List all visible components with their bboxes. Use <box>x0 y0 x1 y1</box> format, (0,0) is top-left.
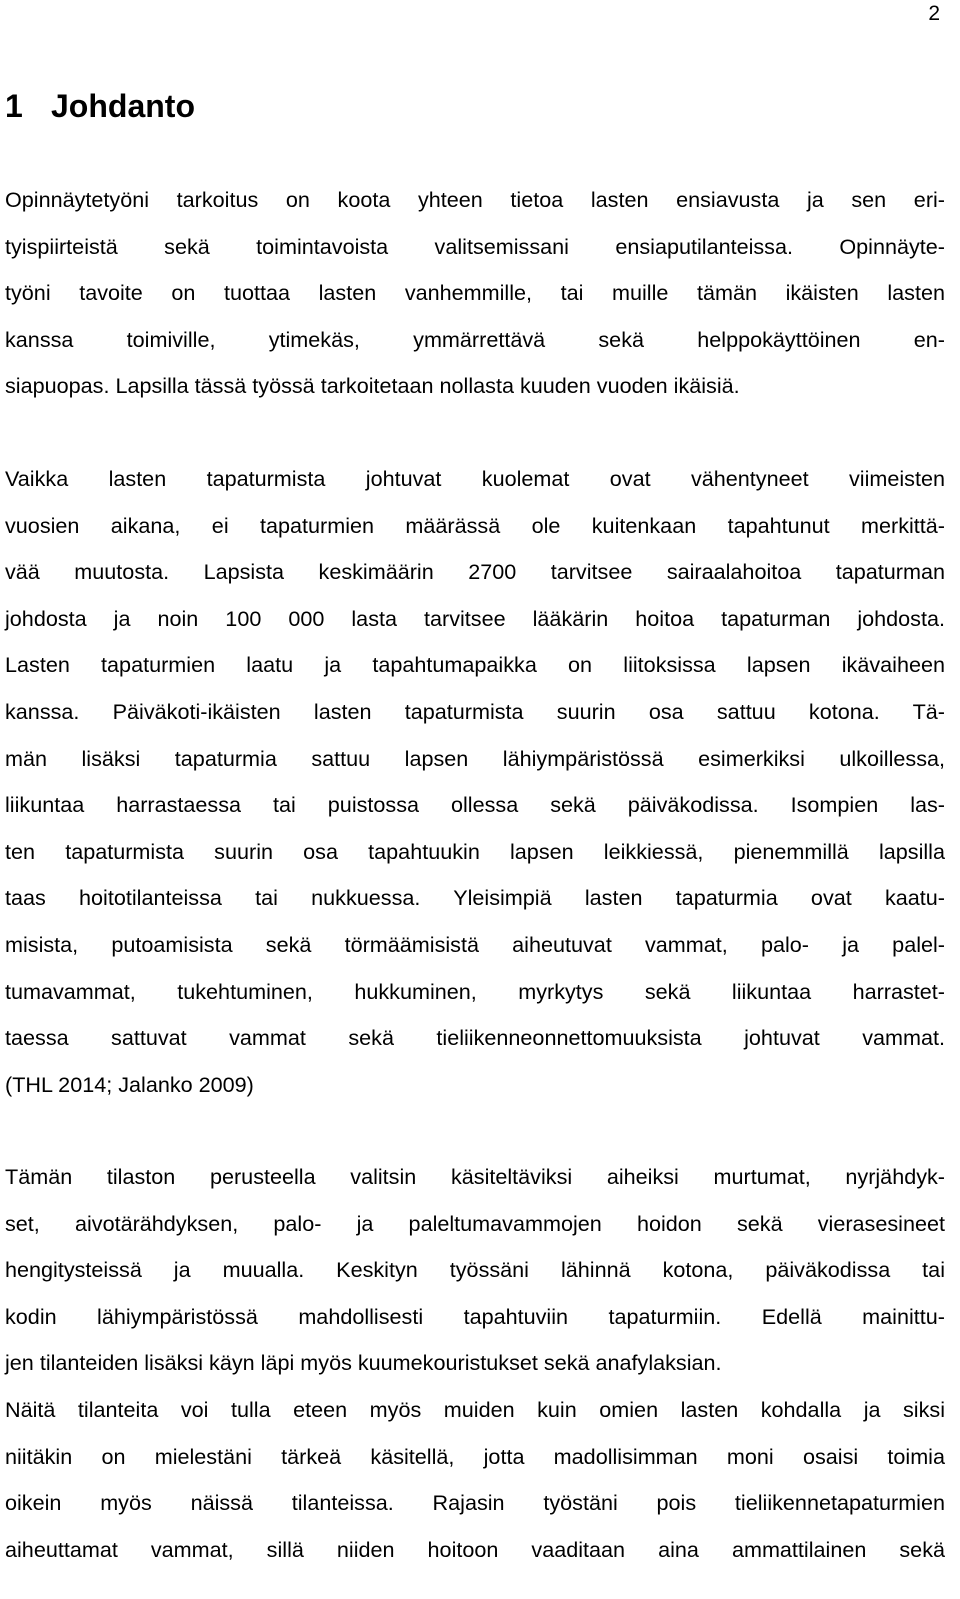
text-line: vää muutosta. Lapsista keskimäärin 2700 tarvitsee sairaalahoitoa tapaturman <box>5 559 945 585</box>
text-line: hengitysteissä ja muualla. Keskityn työssäni lähinnä kotona, päiväkodissa tai <box>5 1257 945 1283</box>
text-line: siapuopas. Lapsilla tässä työssä tarkoitetaan nollasta kuuden vuoden ikäisiä. <box>5 373 740 399</box>
text-line: Lasten tapaturmien laatu ja tapahtumapaikka on liitoksissa lapsen ikävaiheen <box>5 652 945 678</box>
page-number: 2 <box>928 2 940 25</box>
text-line: taas hoitotilanteissa tai nukkuessa. Yleisimpiä lasten tapaturmia ovat kaatu- <box>5 885 945 911</box>
text-line: Vaikka lasten tapaturmista johtuvat kuolemat ovat vähentyneet viimeisten <box>5 466 945 491</box>
text-line: liikuntaa harrastaessa tai puistossa ollessa sekä päiväkodissa. Isompien las- <box>5 792 945 818</box>
chapter-number: 1 <box>5 88 23 124</box>
text-line: johdosta ja noin 100 000 lasta tarvitsee lääkärin hoitoa tapaturman johdosta. <box>5 605 945 631</box>
paragraph-purpose <box>5 177 945 410</box>
text-line: oikein myös näissä tilanteissa. Rajasin työstäni pois tieliikennetapaturmien <box>5 1490 945 1516</box>
text-line: Tämän tilaston perusteella valitsin käsiteltäviksi aiheiksi murtumat, nyrjähdyk- <box>5 1164 945 1189</box>
text-line: Näitä tilanteita voi tulla eteen myös muiden kuin omien lasten kohdalla ja siksi <box>5 1396 945 1422</box>
paragraph-accidents <box>5 456 945 1108</box>
text-line: tumavammat, tukehtuminen, hukkuminen, myrkytys sekä liikuntaa harrastet- <box>5 978 945 1004</box>
text-line: taessa sattuvat vammat sekä tieliikenneonnettomuuksista johtuvat vammat. <box>5 1025 945 1051</box>
text-line: män lisäksi tapaturmia sattuu lapsen lähiympäristössä esimerkiksi ulkoillessa, <box>5 745 945 771</box>
text-line: työni tavoite on tuottaa lasten vanhemmille, tai muille tämän ikäisten lasten <box>5 280 945 306</box>
text-line: niitäkin on mielestäni tärkeä käsitellä, jotta madollisimman moni osaisi toimia <box>5 1443 945 1469</box>
text-line: aiheuttamat vammat, sillä niiden hoitoon vaaditaan aina ammattilainen sekä <box>5 1536 945 1562</box>
text-line: vuosien aikana, ei tapaturmien määrässä ole kuitenkaan tapahtunut merkittä- <box>5 512 945 538</box>
text-line: tyispiirteistä sekä toimintavoista valitsemissani ensiaputilanteissa. Opinnäyte- <box>5 233 945 259</box>
text-line: kodin lähiympäristössä mahdollisesti tapahtuviin tapaturmiin. Edellä mainittu- <box>5 1303 945 1329</box>
chapter-heading <box>5 88 195 125</box>
text-line: misista, putoamisista sekä törmäämisistä aiheutuvat vammat, palo- ja palel- <box>5 931 945 957</box>
text-line: ten tapaturmista suurin osa tapahtuukin lapsen leikkiessä, pienemmillä lapsilla <box>5 838 945 864</box>
text-line: Opinnäytetyöni tarkoitus on koota yhteen tietoa lasten ensiavusta ja sen eri- <box>5 187 945 212</box>
text-line: (THL 2014; Jalanko 2009) <box>5 1071 254 1097</box>
text-line: kanssa toimiville, ytimekäs, ymmärrettävä sekä helppokäyttöinen en- <box>5 326 945 352</box>
text-line: kanssa. Päiväkoti-ikäisten lasten tapaturmista suurin osa sattuu kotona. Tä- <box>5 698 945 724</box>
text-line: set, aivotärähdyksen, palo- ja paleltumavammojen hoidon sekä vierasesineet <box>5 1210 945 1236</box>
chapter-title: Johdanto <box>51 88 195 124</box>
paragraph-topics <box>5 1154 945 1573</box>
text-line: jen tilanteiden lisäksi käyn läpi myös kuumekouristukset sekä anafylaksian. <box>5 1350 722 1376</box>
